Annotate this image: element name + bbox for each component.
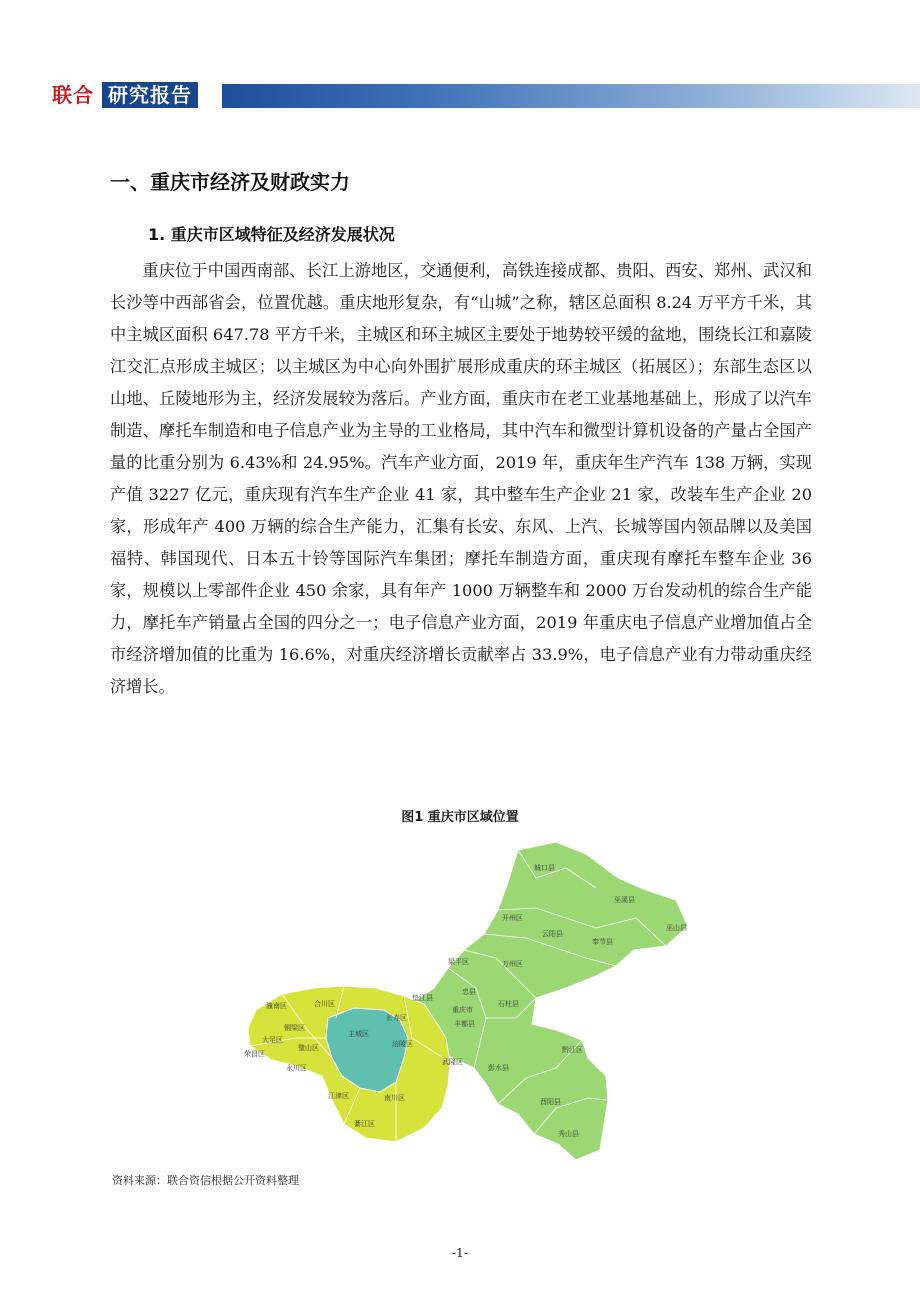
label-tongnan: 潼南区 — [266, 1002, 287, 1010]
label-wuxi: 巫溪县 — [614, 896, 635, 904]
page-number: -1- — [452, 1246, 468, 1260]
label-pengshui: 彭水县 — [488, 1064, 509, 1072]
label-fengdu: 丰都县 — [454, 1020, 475, 1028]
label-liangping: 梁平区 — [448, 958, 469, 966]
section-heading: 一、重庆市经济及财政实力 — [110, 170, 350, 194]
label-hechuan: 合川区 — [314, 1000, 335, 1008]
label-chengkou: 城口县 — [534, 864, 555, 872]
label-chongqing-city: 重庆市 — [452, 1006, 473, 1014]
map-svg — [236, 838, 708, 1180]
label-wulong: 武隆区 — [442, 1058, 463, 1066]
label-xiushan: 秀山县 — [558, 1130, 579, 1138]
chongqing-region-map — [236, 838, 708, 1180]
label-qijiang: 綦江区 — [354, 1120, 375, 1128]
label-dazu: 大足区 — [262, 1036, 283, 1044]
label-rongchang: 荣昌区 — [244, 1050, 265, 1058]
label-fengjie: 奉节县 — [592, 938, 613, 946]
label-wushan: 巫山县 — [666, 924, 687, 932]
label-changshou: 长寿区 — [386, 1014, 407, 1022]
body-paragraph: 重庆位于中国西南部、长江上游地区，交通便利，高铁连接成都、贵阳、西安、郑州、武汉和长沙等中西部省会，位置优越。重庆地形复杂，有“山城”之称，辖区总面积 8.24 万平方千米，其中主城区面积 647.78 平方千米，主城区和环主城区主要处于地势较平缓的盆地，围绕长江和嘉陵江交汇点形成主城区；以主城区为中心向外围扩展形成重庆的环主城区（拓展区）；东部生态区以山地、丘陵地形为主，经济发展较为落后。产业方面，重庆市在老工业基地基础上，形成了以汽车制造、摩托车制造和电子信息产业为主导的工业格局，其中汽车和微型计算机设备的产量占全国产量的比重分别为 6.43%和 24.95%。汽车产业方面，2019 年，重庆年生产汽车 138 万辆，实现产值 3227 亿元，重庆现有汽车生产企业 41 家，其中整车生产企业 21 家，改装车生产企业 20 家，形成年产 400 万辆的综合生产能力，汇集有长安、东风、上汽、长城等国内领品牌以及美国福特、韩国现代、日本五十铃等国际汽车集团；摩托车制造方面，重庆现有摩托车整车企业 36 家，规模以上零部件企业 450 余家，具有年产 1000 万辆整车和 2000 万台发动机的综合生产能力，摩托车产销量占全国的四分之一；电子信息产业方面，2019 年重庆电子信息产业增加值占全市经济增加值的比重为 16.6%，对重庆经济增长贡献率占 33.9%，电子信息产业有力带动重庆经济增长。 — [110, 261, 812, 696]
subsection-heading: 1. 重庆市区域特征及经济发展状况 — [148, 225, 395, 244]
label-nanchuan: 南川区 — [384, 1094, 405, 1102]
label-bishan: 璧山区 — [298, 1044, 319, 1052]
label-yongchuan: 永川区 — [286, 1064, 307, 1072]
label-tongliang: 铜梁区 — [284, 1024, 305, 1032]
brand-report-label: 研究报告 — [102, 82, 198, 108]
label-yunyang: 云阳县 — [542, 930, 563, 938]
label-wanzhou: 万州区 — [502, 960, 523, 968]
figure-title: 图1 重庆市区域位置 — [401, 810, 519, 825]
report-header — [52, 80, 920, 110]
label-zhongxian: 忠县 — [462, 988, 476, 996]
source-note: 资料来源：联合资信根据公开资料整理 — [112, 1174, 299, 1187]
label-qianjiang: 黔江区 — [562, 1046, 583, 1054]
label-youyang: 酉阳县 — [540, 1098, 561, 1106]
label-shizhu: 石柱县 — [498, 1000, 519, 1008]
header-gradient-bar — [222, 84, 920, 108]
brand-name: 联合 — [52, 83, 94, 107]
label-main-city: 主城区 — [348, 1030, 369, 1038]
label-dianjiang: 垫江县 — [412, 994, 433, 1002]
label-kaizhou: 开州区 — [502, 914, 523, 922]
label-fuling: 涪陵区 — [392, 1040, 413, 1048]
label-jiangjin: 江津区 — [328, 1092, 349, 1100]
